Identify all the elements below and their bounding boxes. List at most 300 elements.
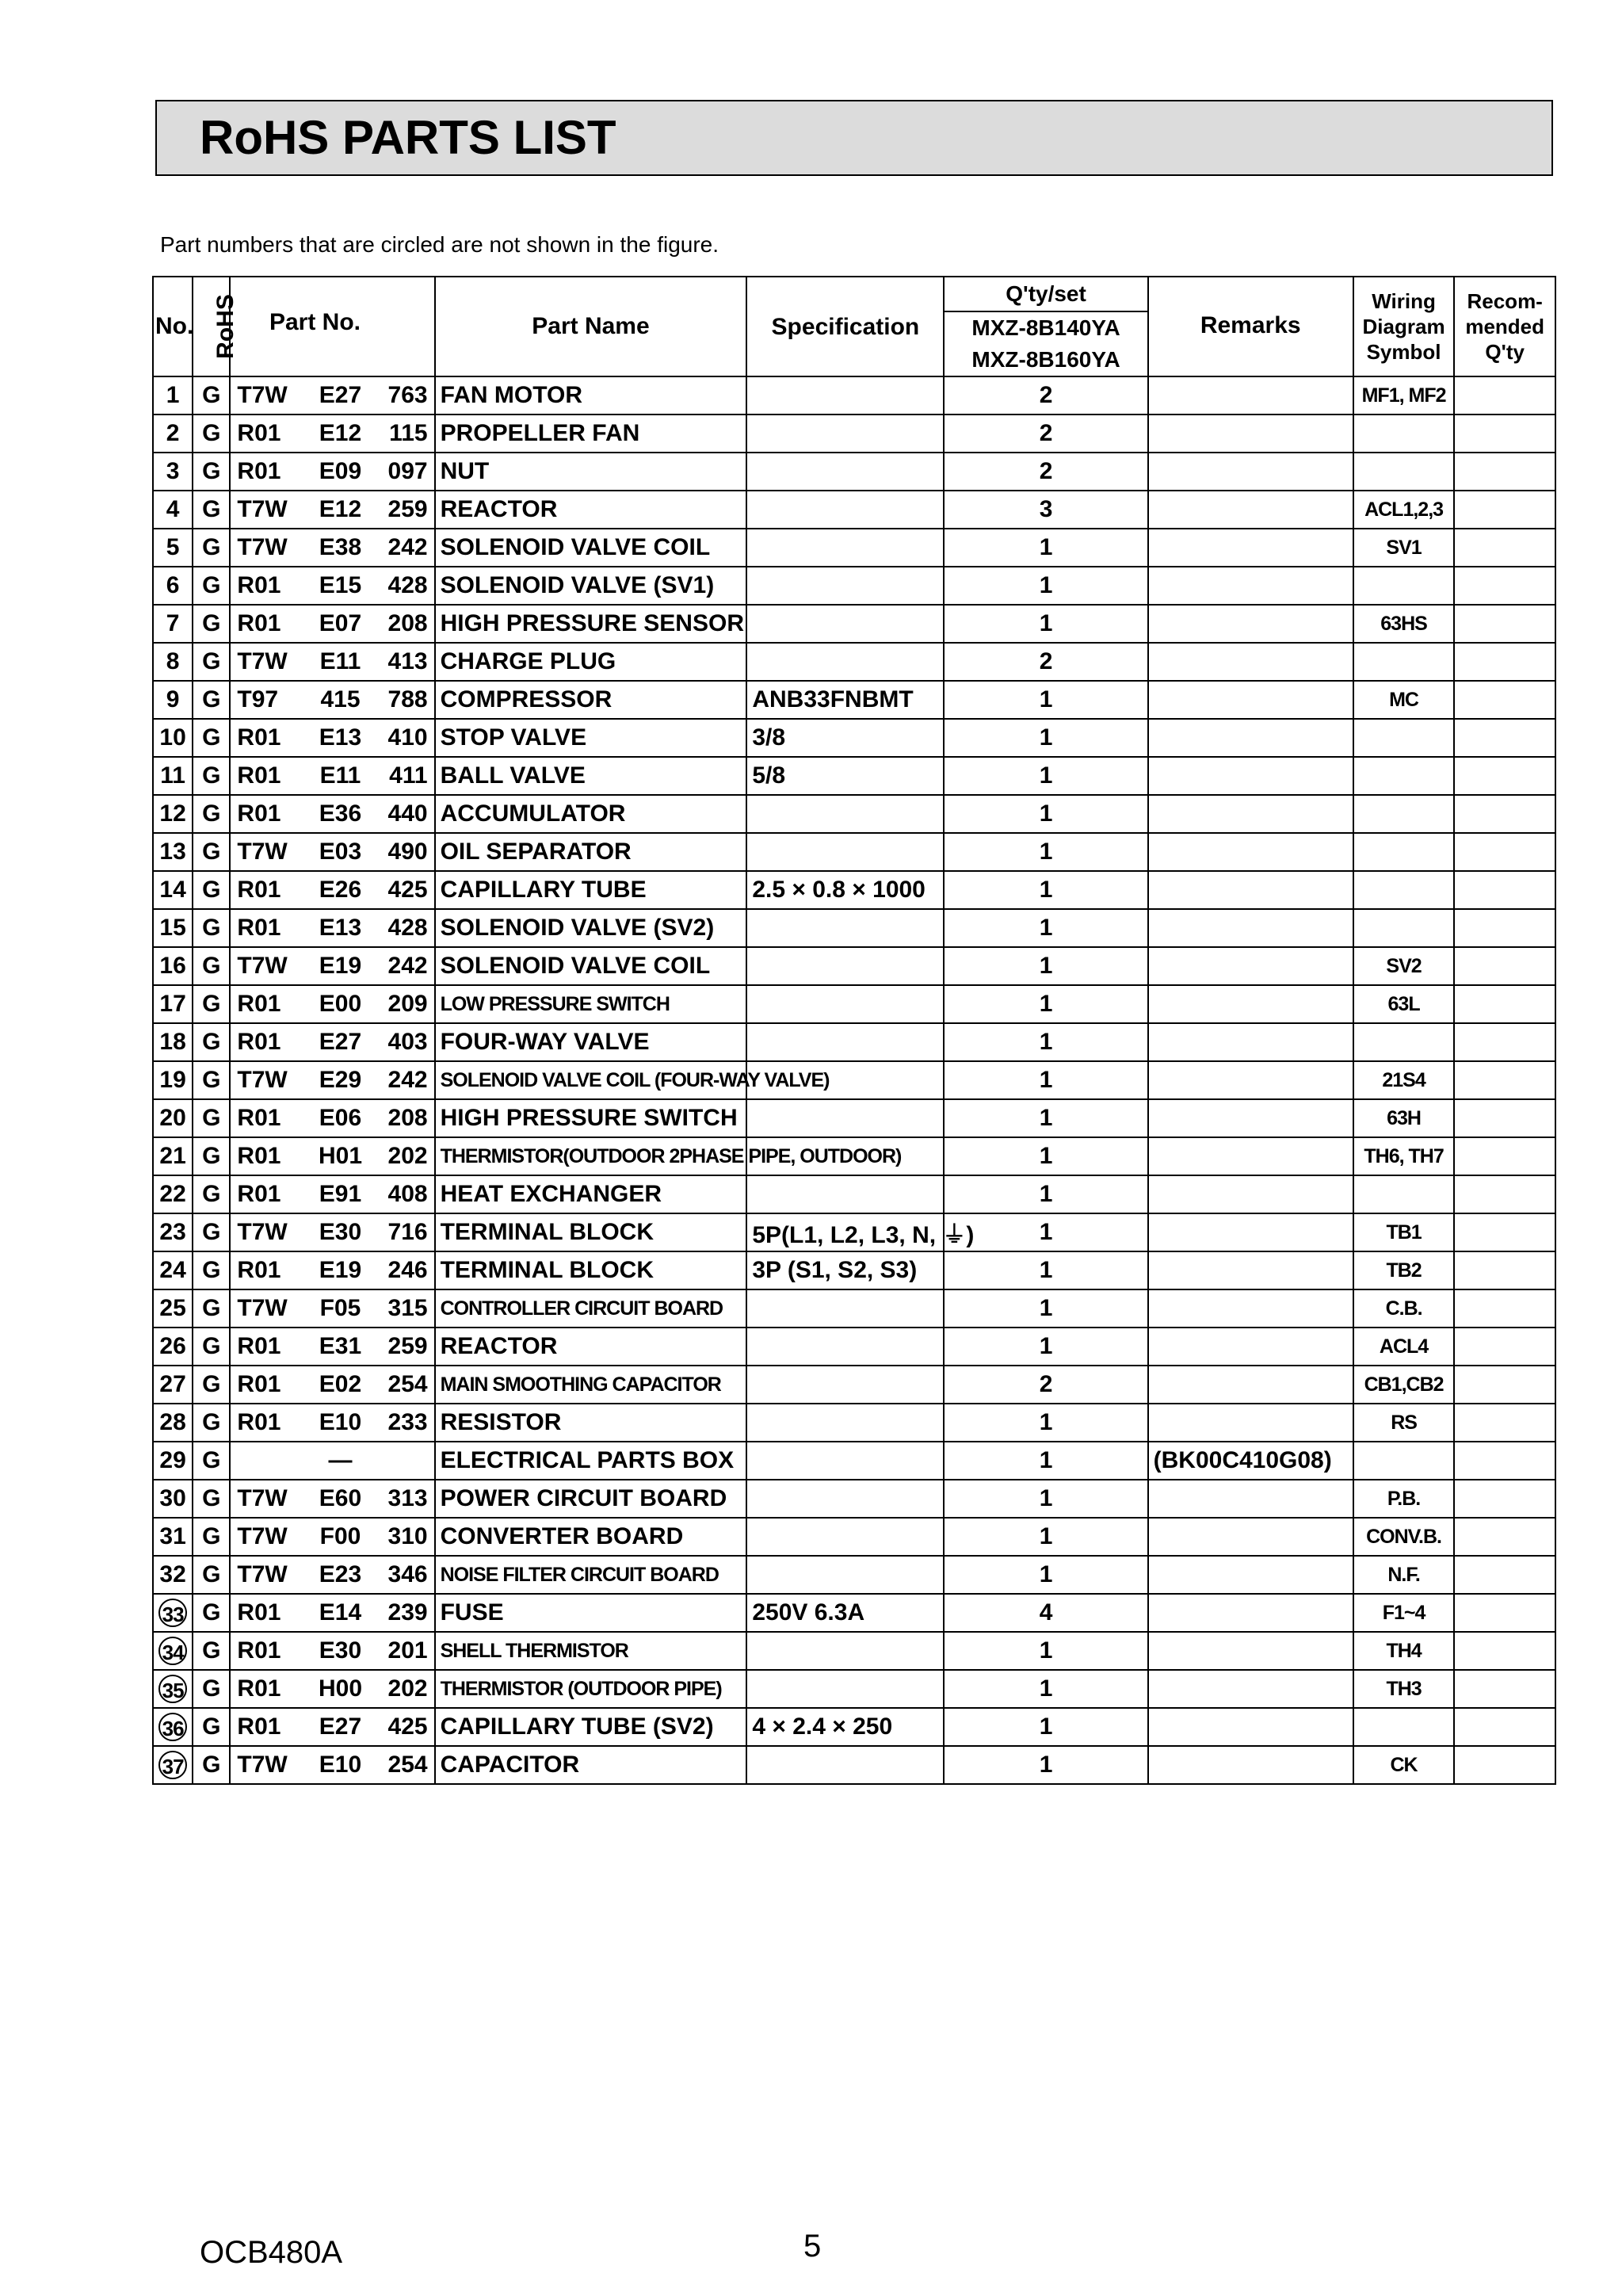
cell-remarks — [1148, 1175, 1353, 1213]
cell-recommended-qty — [1454, 1670, 1555, 1708]
cell-remarks — [1148, 833, 1353, 871]
part-no-middle: E14 — [319, 1599, 362, 1626]
row-number: 22 — [159, 1181, 186, 1207]
cell-part-name: SOLENOID VALVE COIL (FOUR-WAY VALVE) — [435, 1061, 747, 1099]
cell-part-no — [230, 1632, 434, 1670]
cell-specification — [746, 376, 944, 415]
cell-part-name: HIGH PRESSURE SENSOR — [435, 605, 747, 643]
part-no-middle: H00 — [318, 1675, 363, 1702]
part-no-prefix: R01 — [237, 1371, 281, 1397]
cell-rohs: G — [193, 909, 230, 947]
cell-no — [153, 1746, 193, 1784]
cell-qty: 1 — [944, 871, 1147, 909]
cell-wiring-symbol — [1353, 1023, 1455, 1061]
row-number: 5 — [166, 534, 180, 560]
part-no-middle: E06 — [319, 1105, 362, 1131]
cell-no — [153, 1175, 193, 1213]
cell-part-no — [230, 643, 434, 681]
cell-qty: 1 — [944, 795, 1147, 833]
cell-part-no — [230, 1061, 434, 1099]
part-no-suffix: 428 — [387, 572, 428, 598]
cell-remarks — [1148, 1251, 1353, 1289]
table-row — [153, 1023, 1555, 1061]
cell-rohs: G — [193, 1328, 230, 1366]
header-rohs-label: RoHS — [212, 294, 239, 359]
cell-wiring-symbol: F1~4 — [1353, 1594, 1455, 1632]
cell-specification — [746, 1366, 944, 1404]
cell-rohs: G — [193, 985, 230, 1023]
cell-wiring-symbol: TB1 — [1353, 1213, 1455, 1251]
parts-table — [152, 276, 1556, 1785]
part-no-middle: E00 — [319, 991, 362, 1017]
cell-part-name: BALL VALVE — [435, 757, 747, 795]
part-no-prefix: R01 — [237, 1409, 281, 1435]
part-no-middle: E30 — [319, 1219, 362, 1245]
part-no-middle: E07 — [319, 610, 362, 636]
cell-no — [153, 719, 193, 757]
cell-wiring-symbol: CONV.B. — [1353, 1518, 1455, 1556]
cell-remarks — [1148, 1137, 1353, 1175]
cell-wiring-symbol — [1353, 643, 1455, 681]
part-no-prefix: T7W — [237, 1485, 288, 1511]
part-no-suffix: 242 — [387, 1067, 428, 1093]
cell-remarks — [1148, 1213, 1353, 1251]
cell-recommended-qty — [1454, 681, 1555, 719]
part-no-suffix: 428 — [387, 915, 428, 941]
cell-part-name: SHELL THERMISTOR — [435, 1632, 747, 1670]
part-no-suffix: 202 — [387, 1143, 428, 1169]
part-no-suffix: 242 — [387, 953, 428, 979]
cell-no — [153, 1708, 193, 1746]
part-no-suffix: 254 — [387, 1371, 428, 1397]
cell-rohs: G — [193, 1594, 230, 1632]
table-row — [153, 1137, 1555, 1175]
cell-rohs: G — [193, 1556, 230, 1594]
cell-rohs: G — [193, 1632, 230, 1670]
cell-rohs: G — [193, 1518, 230, 1556]
cell-recommended-qty — [1454, 871, 1555, 909]
cell-qty: 1 — [944, 1328, 1147, 1366]
part-no-suffix: 202 — [387, 1675, 428, 1702]
header-rec-line1: Recom- — [1467, 289, 1543, 313]
cell-specification — [746, 1099, 944, 1137]
row-number: 19 — [159, 1067, 186, 1093]
cell-no — [153, 871, 193, 909]
cell-wiring-symbol: 63L — [1353, 985, 1455, 1023]
table-row — [153, 1404, 1555, 1442]
cell-part-no — [230, 1213, 434, 1251]
table-row — [153, 567, 1555, 605]
cell-remarks — [1148, 1670, 1353, 1708]
part-no-prefix: R01 — [237, 458, 281, 484]
row-number: 2 — [166, 420, 180, 446]
cell-no — [153, 376, 193, 415]
header-models — [944, 311, 1147, 376]
row-number: 14 — [159, 877, 186, 903]
part-no-prefix: R01 — [237, 877, 281, 903]
cell-part-name: CHARGE PLUG — [435, 643, 747, 681]
row-number: 30 — [159, 1485, 186, 1511]
header-part-no: Part No. — [230, 277, 434, 376]
cell-qty: 1 — [944, 1518, 1147, 1556]
row-number: 6 — [166, 572, 180, 598]
cell-recommended-qty — [1454, 643, 1555, 681]
table-row — [153, 1480, 1555, 1518]
table-row — [153, 491, 1555, 529]
cell-qty: 1 — [944, 567, 1147, 605]
cell-part-no — [230, 1289, 434, 1328]
part-no-suffix: 425 — [387, 1713, 428, 1740]
table-row — [153, 1213, 1555, 1251]
cell-part-no — [230, 605, 434, 643]
title-banner — [155, 100, 1553, 176]
part-no-middle: E27 — [319, 1713, 362, 1740]
parts-table-body — [153, 376, 1555, 1784]
part-no-middle: E38 — [319, 534, 362, 560]
cell-rohs: G — [193, 719, 230, 757]
cell-recommended-qty — [1454, 1061, 1555, 1099]
cell-part-name: REACTOR — [435, 491, 747, 529]
cell-recommended-qty — [1454, 1518, 1555, 1556]
part-no-middle: E19 — [319, 953, 362, 979]
cell-wiring-symbol — [1353, 833, 1455, 871]
part-no-suffix: 408 — [387, 1181, 428, 1207]
circled-number: 36 — [158, 1713, 187, 1741]
cell-recommended-qty — [1454, 1175, 1555, 1213]
part-no-suffix — [380, 1447, 428, 1474]
circled-number: 33 — [158, 1599, 187, 1627]
header-part-name: Part Name — [435, 277, 747, 376]
part-no-middle: E10 — [319, 1752, 362, 1778]
cell-specification — [746, 795, 944, 833]
part-no-middle: E19 — [319, 1257, 362, 1283]
header-rohs — [193, 277, 239, 376]
cell-specification: 5/8 — [746, 757, 944, 795]
row-number: 21 — [159, 1143, 186, 1169]
table-row — [153, 376, 1555, 415]
cell-part-name: CAPILLARY TUBE — [435, 871, 747, 909]
part-no-prefix: T7W — [237, 1295, 288, 1321]
cell-part-name: ACCUMULATOR — [435, 795, 747, 833]
circled-number: 35 — [158, 1675, 187, 1703]
cell-remarks — [1148, 643, 1353, 681]
table-row — [153, 1099, 1555, 1137]
cell-qty: 1 — [944, 1746, 1147, 1784]
cell-no — [153, 643, 193, 681]
table-row — [153, 909, 1555, 947]
part-no-suffix: 425 — [387, 877, 428, 903]
part-no-prefix: R01 — [237, 915, 281, 941]
cell-part-no — [230, 529, 434, 567]
part-no-suffix: 115 — [389, 420, 428, 446]
cell-remarks: (BK00C410G08) — [1148, 1442, 1353, 1480]
cell-part-no — [230, 719, 434, 757]
cell-part-no — [230, 415, 434, 453]
part-no-suffix: 440 — [387, 800, 428, 827]
cell-specification — [746, 833, 944, 871]
cell-rohs: G — [193, 567, 230, 605]
cell-no — [153, 415, 193, 453]
cell-part-name: TERMINAL BLOCK — [435, 1213, 747, 1251]
cell-wiring-symbol — [1353, 719, 1455, 757]
cell-no — [153, 1594, 193, 1632]
document-code: OCB480A — [200, 2235, 343, 2270]
cell-part-name: STOP VALVE — [435, 719, 747, 757]
cell-rohs: G — [193, 681, 230, 719]
part-no-middle: E27 — [319, 1029, 362, 1055]
cell-recommended-qty — [1454, 1594, 1555, 1632]
cell-part-no — [230, 909, 434, 947]
circled-number: 34 — [158, 1637, 187, 1665]
cell-rohs: G — [193, 1289, 230, 1328]
cell-rohs: G — [193, 1442, 230, 1480]
part-no-middle: F05 — [319, 1295, 361, 1321]
table-row — [153, 719, 1555, 757]
cell-qty: 1 — [944, 833, 1147, 871]
cell-qty: 1 — [944, 985, 1147, 1023]
cell-wiring-symbol — [1353, 453, 1455, 491]
circled-number: 37 — [158, 1751, 187, 1779]
header-wiring-line3: Symbol — [1366, 340, 1441, 364]
cell-wiring-symbol — [1353, 1708, 1455, 1746]
cell-rohs: G — [193, 605, 230, 643]
cell-remarks — [1148, 1632, 1353, 1670]
cell-no — [153, 1023, 193, 1061]
cell-part-name: NUT — [435, 453, 747, 491]
cell-remarks — [1148, 1289, 1353, 1328]
part-no-prefix: T7W — [237, 1752, 288, 1778]
cell-remarks — [1148, 871, 1353, 909]
part-no-suffix: 346 — [387, 1561, 428, 1587]
part-no-suffix: 239 — [387, 1599, 428, 1626]
row-number: 31 — [159, 1523, 186, 1549]
cell-qty: 2 — [944, 453, 1147, 491]
cell-no — [153, 1061, 193, 1099]
part-no-prefix — [237, 1447, 300, 1474]
cell-specification — [746, 1023, 944, 1061]
cell-part-name: COMPRESSOR — [435, 681, 747, 719]
cell-qty: 1 — [944, 529, 1147, 567]
header-rec-line3: Q'ty — [1485, 340, 1525, 364]
part-no-middle: E03 — [319, 839, 362, 865]
cell-specification — [746, 415, 944, 453]
header-remarks: Remarks — [1148, 277, 1353, 376]
cell-part-name: LOW PRESSURE SWITCH — [435, 985, 747, 1023]
row-number: 7 — [166, 610, 180, 636]
cell-remarks — [1148, 567, 1353, 605]
cell-specification: 250V 6.3A — [746, 1594, 944, 1632]
table-row — [153, 1251, 1555, 1289]
cell-remarks — [1148, 1328, 1353, 1366]
cell-remarks — [1148, 491, 1353, 529]
cell-specification — [746, 909, 944, 947]
cell-qty: 1 — [944, 1061, 1147, 1099]
cell-rohs: G — [193, 1061, 230, 1099]
table-row — [153, 985, 1555, 1023]
cell-specification — [746, 985, 944, 1023]
cell-rohs: G — [193, 757, 230, 795]
cell-no — [153, 985, 193, 1023]
cell-wiring-symbol: 63H — [1353, 1099, 1455, 1137]
table-row — [153, 833, 1555, 871]
cell-remarks — [1148, 947, 1353, 985]
cell-wiring-symbol — [1353, 909, 1455, 947]
part-no-suffix: 208 — [387, 610, 428, 636]
cell-part-name: RESISTOR — [435, 1404, 747, 1442]
part-no-prefix: R01 — [237, 420, 281, 446]
part-no-prefix: R01 — [237, 762, 281, 789]
table-row — [153, 795, 1555, 833]
cell-rohs: G — [193, 1175, 230, 1213]
cell-recommended-qty — [1454, 1632, 1555, 1670]
cell-remarks — [1148, 605, 1353, 643]
cell-rohs: G — [193, 1480, 230, 1518]
part-no-prefix: T7W — [237, 1561, 288, 1587]
header-wiring-line1: Wiring — [1372, 289, 1436, 313]
cell-wiring-symbol — [1353, 757, 1455, 795]
cell-part-no — [230, 795, 434, 833]
cell-no — [153, 1556, 193, 1594]
cell-part-no — [230, 833, 434, 871]
table-row — [153, 947, 1555, 985]
cell-wiring-symbol: TB2 — [1353, 1251, 1455, 1289]
cell-rohs: G — [193, 415, 230, 453]
cell-no — [153, 1670, 193, 1708]
part-no-prefix: R01 — [237, 1599, 281, 1626]
cell-qty: 1 — [944, 1023, 1147, 1061]
part-no-prefix: R01 — [237, 1181, 281, 1207]
part-no-middle: E12 — [319, 420, 362, 446]
cell-qty: 3 — [944, 491, 1147, 529]
cell-part-no — [230, 1556, 434, 1594]
cell-recommended-qty — [1454, 985, 1555, 1023]
cell-specification — [746, 1632, 944, 1670]
cell-part-no — [230, 453, 434, 491]
table-row — [153, 871, 1555, 909]
cell-part-name: FUSE — [435, 1594, 747, 1632]
part-no-prefix: T7W — [237, 382, 288, 408]
table-row — [153, 681, 1555, 719]
part-no-prefix: T7W — [237, 534, 288, 560]
cell-part-name: CONTROLLER CIRCUIT BOARD — [435, 1289, 747, 1328]
cell-specification: 4 × 2.4 × 250 — [746, 1708, 944, 1746]
cell-recommended-qty — [1454, 1328, 1555, 1366]
table-row — [153, 1175, 1555, 1213]
row-number: 15 — [159, 915, 186, 941]
part-no-prefix: R01 — [237, 800, 281, 827]
part-no-prefix: T7W — [237, 1067, 288, 1093]
cell-no — [153, 833, 193, 871]
table-row — [153, 1594, 1555, 1632]
part-no-prefix: R01 — [237, 1333, 281, 1359]
cell-no — [153, 757, 193, 795]
cell-wiring-symbol: 63HS — [1353, 605, 1455, 643]
cell-part-no — [230, 1708, 434, 1746]
row-number: 4 — [166, 496, 180, 522]
cell-qty: 1 — [944, 1213, 1147, 1251]
cell-rohs: G — [193, 1670, 230, 1708]
cell-remarks — [1148, 795, 1353, 833]
table-row — [153, 1328, 1555, 1366]
cell-specification — [746, 947, 944, 985]
cell-part-no — [230, 1023, 434, 1061]
cell-rohs: G — [193, 1746, 230, 1784]
part-no-prefix: T7W — [237, 1523, 288, 1549]
part-no-prefix: R01 — [237, 1675, 281, 1702]
table-row — [153, 453, 1555, 491]
cell-remarks — [1148, 1366, 1353, 1404]
cell-recommended-qty — [1454, 453, 1555, 491]
row-number: 13 — [159, 839, 186, 865]
cell-specification — [746, 643, 944, 681]
part-no-middle: E11 — [319, 762, 361, 789]
cell-qty: 1 — [944, 1289, 1147, 1328]
part-no-middle: F00 — [319, 1523, 361, 1549]
header-wiring-symbol — [1353, 277, 1455, 376]
cell-part-name: PROPELLER FAN — [435, 415, 747, 453]
cell-no — [153, 567, 193, 605]
row-number: 10 — [159, 724, 186, 751]
cell-qty: 1 — [944, 1175, 1147, 1213]
cell-wiring-symbol: TH4 — [1353, 1632, 1455, 1670]
cell-rohs: G — [193, 643, 230, 681]
cell-recommended-qty — [1454, 415, 1555, 453]
cell-remarks — [1148, 757, 1353, 795]
cell-part-no — [230, 376, 434, 415]
cell-recommended-qty — [1454, 1289, 1555, 1328]
row-number: 25 — [159, 1295, 186, 1321]
cell-part-name: REACTOR — [435, 1328, 747, 1366]
cell-qty: 1 — [944, 1251, 1147, 1289]
part-no-middle: E13 — [319, 915, 362, 941]
cell-qty: 1 — [944, 681, 1147, 719]
part-no-middle: E30 — [319, 1637, 362, 1664]
header-model-1: MXZ-8B140YA — [971, 315, 1120, 340]
part-no-prefix: R01 — [237, 1637, 281, 1664]
cell-recommended-qty — [1454, 529, 1555, 567]
cell-part-no — [230, 1175, 434, 1213]
cell-remarks — [1148, 681, 1353, 719]
cell-wiring-symbol: CB1,CB2 — [1353, 1366, 1455, 1404]
part-no-suffix: 411 — [389, 762, 428, 789]
cell-wiring-symbol: N.F. — [1353, 1556, 1455, 1594]
cell-no — [153, 1328, 193, 1366]
cell-qty: 2 — [944, 643, 1147, 681]
part-no-suffix: 763 — [387, 382, 428, 408]
row-number: 32 — [159, 1561, 186, 1587]
cell-specification — [746, 1480, 944, 1518]
cell-qty: 1 — [944, 1632, 1147, 1670]
cell-rohs: G — [193, 453, 230, 491]
part-no-middle: E02 — [319, 1371, 362, 1397]
cell-rohs: G — [193, 1137, 230, 1175]
cell-part-name: CAPILLARY TUBE (SV2) — [435, 1708, 747, 1746]
part-no-suffix: 410 — [387, 724, 428, 751]
cell-no — [153, 453, 193, 491]
cell-remarks — [1148, 415, 1353, 453]
cell-recommended-qty — [1454, 757, 1555, 795]
cell-wiring-symbol — [1353, 871, 1455, 909]
cell-part-no — [230, 681, 434, 719]
cell-part-name: TERMINAL BLOCK — [435, 1251, 747, 1289]
cell-part-no — [230, 1099, 434, 1137]
page-title: RoHS PARTS LIST — [200, 111, 616, 164]
cell-part-no — [230, 1746, 434, 1784]
part-no-middle: E36 — [319, 800, 362, 827]
cell-remarks — [1148, 1708, 1353, 1746]
table-row — [153, 415, 1555, 453]
table-row — [153, 1442, 1555, 1480]
